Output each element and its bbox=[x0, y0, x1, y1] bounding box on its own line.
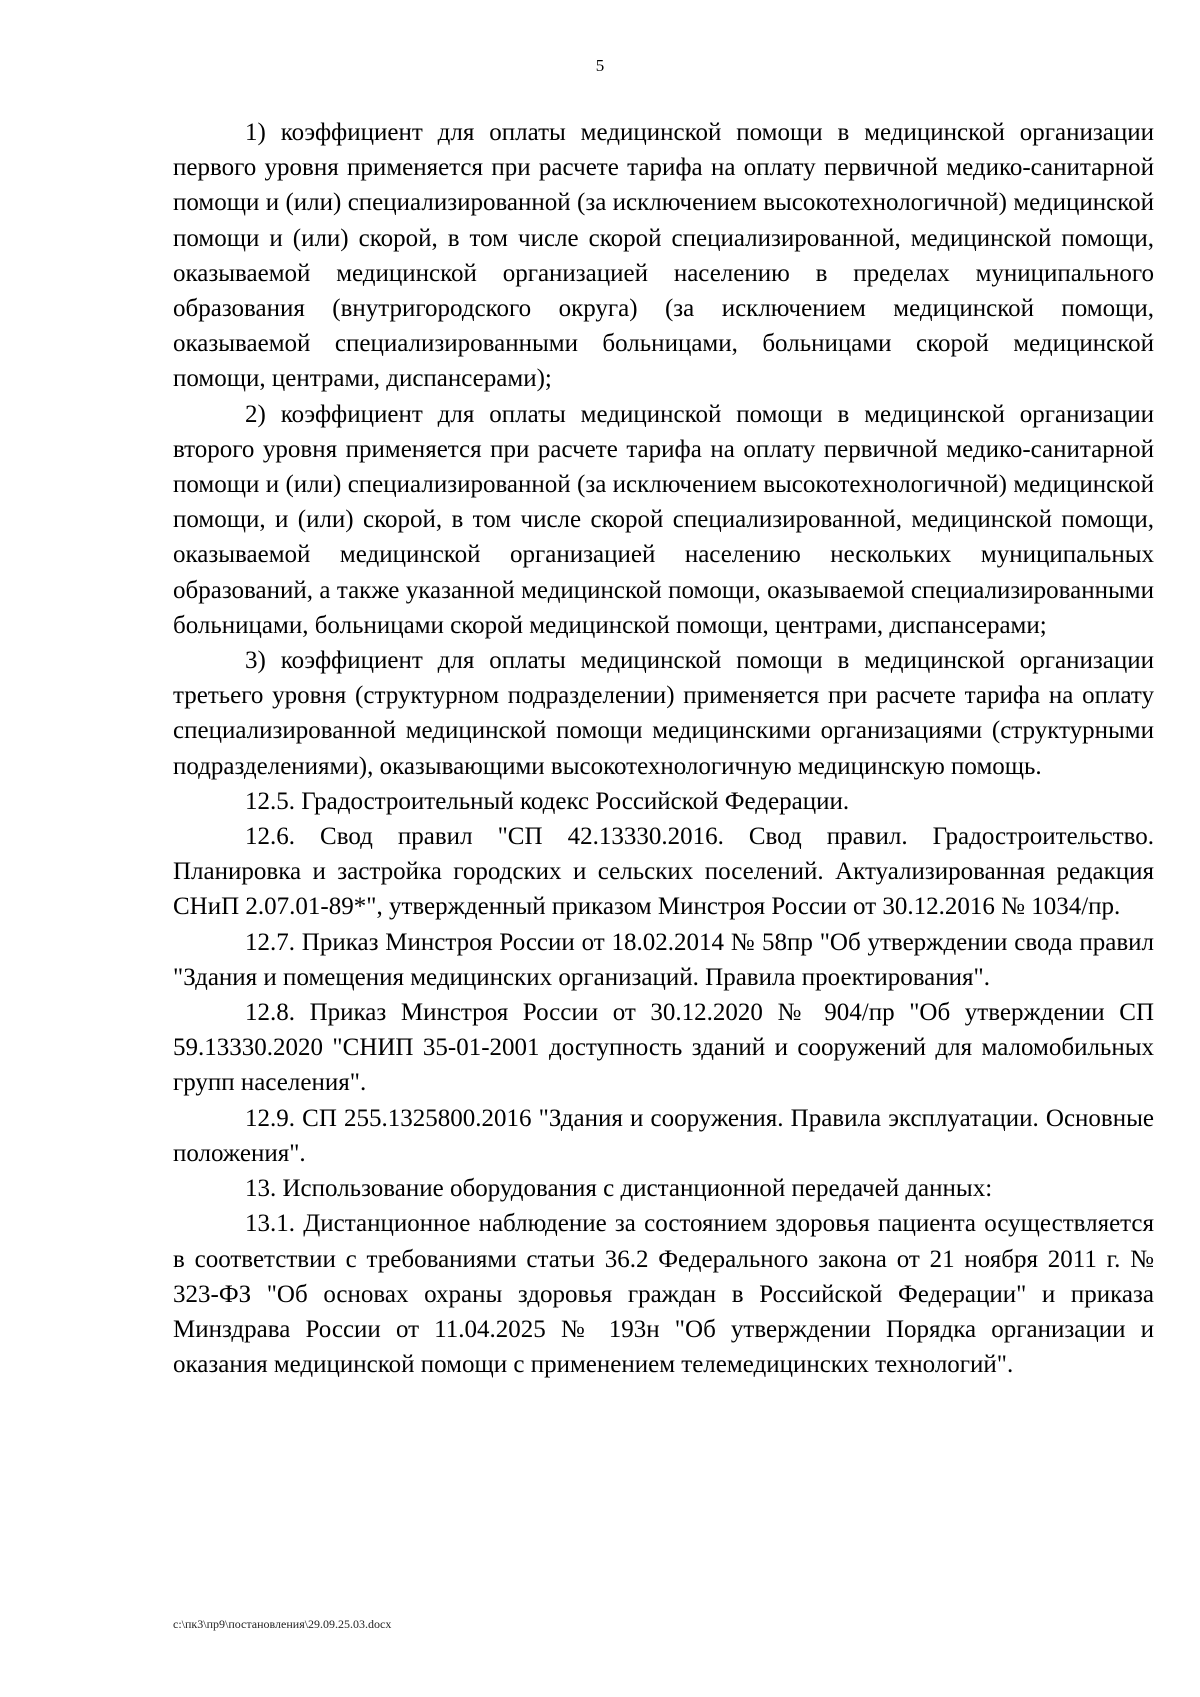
paragraph-12-7: 12.7. Приказ Минстроя России от 18.02.2014 № 58пр "Об утверждении свода правил "Здания и помещения медицинских организаций. Правила проектирования". bbox=[173, 928, 1154, 991]
paragraph-12-9: 12.9. СП 255.1325800.2016 "Здания и сооружения. Правила эксплуатации. Основные положения". bbox=[173, 1104, 1154, 1167]
paragraph-coefficient-level-1: 1) коэффициент для оплаты медицинской помощи в медицинской организации первого уровня применяется при расчете тарифа на оплату первичной медико-санитарной помощи и (или) специализированной (за исключением высокотехнологичной) медицинской помощи и (или) скорой, в том числе скорой специализированной, медицинской помощи, оказываемой медицинской организацией населению в пределах муниципального образования (внутригородского округа) (за исключением медицинской помощи, оказываемой специализированными больницами, больницами скорой медицинской помощи, центрами, диспансерами); bbox=[173, 119, 1154, 393]
paragraph-12-8: 12.8. Приказ Минстроя России от 30.12.2020 № 904/пр "Об утверждении СП 59.13330.2020 "СНИП 35-01-2001 доступность зданий и сооружений для маломобильных групп населения". bbox=[173, 999, 1154, 1097]
paragraph-13: 13. Использование оборудования с дистанционной передачей данных: bbox=[245, 1175, 993, 1203]
document-body bbox=[173, 115, 1154, 1382]
paragraph-12-6: 12.6. Свод правил "СП 42.13330.2016. Свод правил. Градостроительство. Планировка и застройка городских и сельских поселений. Актуализированная редакция СНиП 2.07.01-89*", утвержденный приказом Минстроя России от 30.12.2016 № 1034/пр. bbox=[173, 823, 1154, 921]
footer-file-path: c:\пк3\пр9\постановления\29.09.25.03.docx bbox=[173, 1617, 392, 1631]
page-number: 5 bbox=[595, 56, 605, 75]
paragraph-13-1: 13.1. Дистанционное наблюдение за состоянием здоровья пациента осуществляется в соответствии с требованиями статьи 36.2 Федерального закона от 21 ноября 2011 г. № 323-ФЗ "Об основах охраны здоровья граждан в Российской Федерации" и приказа Минздрава России от 11.04.2025 № 193н "Об утверждении Порядка организации и оказания медицинской помощи с применением телемедицинских технологий". bbox=[173, 1210, 1154, 1379]
paragraph-coefficient-level-2: 2) коэффициент для оплаты медицинской помощи в медицинской организации второго уровня применяется при расчете тарифа на оплату первичной медико-санитарной помощи и (или) специализированной (за исключением высокотехнологичной) медицинской помощи, и (или) скорой, в том числе скорой специализированной, медицинской помощи, оказываемой медицинской организацией населению нескольких муниципальных образований, а также указанной медицинской помощи, оказываемой специализированными больницами, больницами скорой медицинской помощи, центрами, диспансерами; bbox=[173, 400, 1154, 639]
paragraph-12-5: 12.5. Градостроительный кодекс Российской Федерации. bbox=[245, 787, 850, 815]
paragraph-coefficient-level-3: 3) коэффициент для оплаты медицинской помощи в медицинской организации третьего уровня (структурном подразделении) применяется при расчете тарифа на оплату специализированной медицинской помощи медицинскими организациями (структурными подразделениями), оказывающими высокотехнологичную медицинскую помощь. bbox=[173, 647, 1154, 780]
